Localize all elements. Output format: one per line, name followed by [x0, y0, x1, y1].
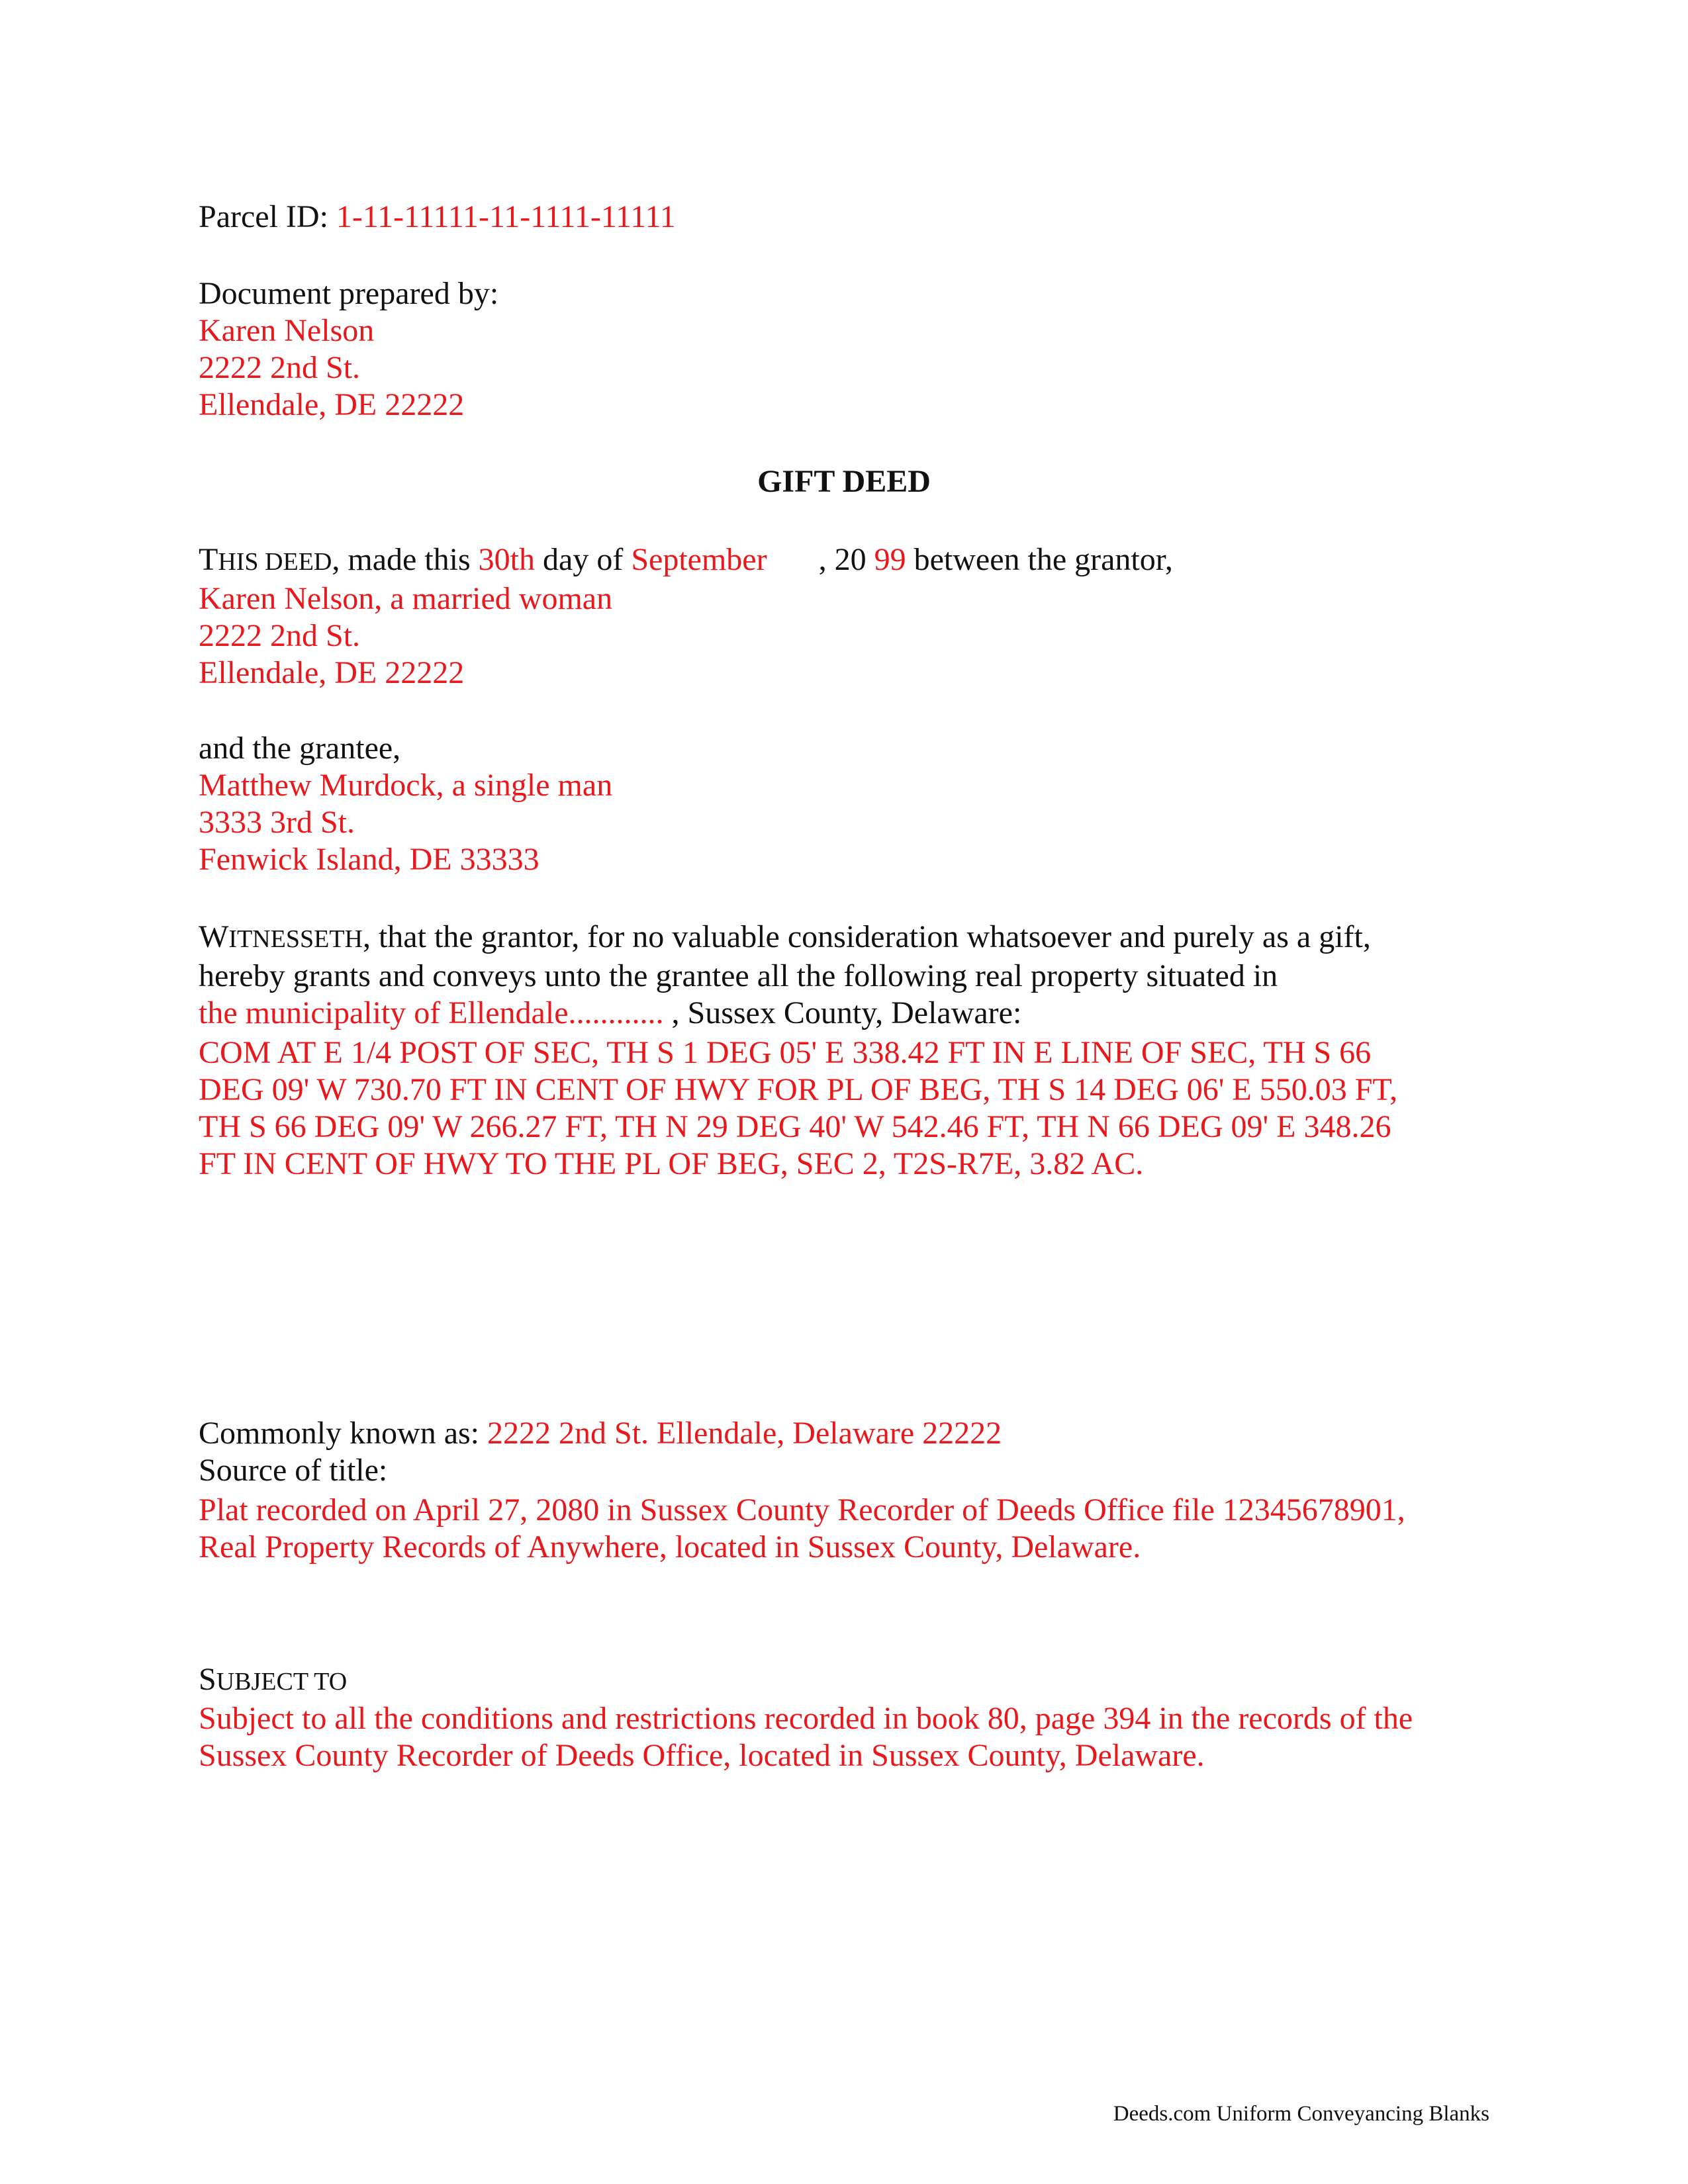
legal-line-3: TH S 66 DEG 09' W 266.27 FT, TH N 29 DEG 40' W 542.46 FT, TH N 66 DEG 09' E 348.26 — [199, 1109, 1391, 1144]
between-grantor-text: between the grantor, — [914, 542, 1173, 577]
year-prefix: , 20 — [818, 542, 867, 577]
commonly-known-value: 2222 2nd St. Ellendale, Delaware 22222 — [487, 1416, 1002, 1451]
grantee-city: Fenwick Island, DE 33333 — [199, 842, 539, 877]
grantee-block — [199, 730, 1483, 878]
witnesseth-line-3 — [199, 995, 1483, 1032]
preparer-street: 2222 2nd St. — [199, 350, 361, 385]
document-title: GIFT DEED — [757, 464, 931, 499]
preparer-name: Karen Nelson — [199, 313, 375, 348]
deed-opening-line — [199, 541, 1483, 580]
source-line-1: Plat recorded on April 27, 2080 in Sussex County Recorder of Deeds Office file 12345678901, — [199, 1492, 1405, 1527]
grantor-name: Karen Nelson, a married woman — [199, 581, 613, 616]
legal-line-4: FT IN CENT OF HWY TO THE PL OF BEG, SEC 2, T2S-R7E, 3.82 AC. — [199, 1146, 1144, 1181]
deed-year-suffix: 99 — [874, 542, 906, 577]
subject-line-1: Subject to all the conditions and restrictions recorded in book 80, page 394 in the records of the — [199, 1701, 1413, 1736]
subject-rest: UBJECT TO — [216, 1668, 348, 1696]
source-line-2: Real Property Records of Anywhere, located in Sussex County, Delaware. — [199, 1529, 1141, 1565]
legal-description — [199, 1034, 1483, 1183]
parcel-id-value: 1-11-11111-11-1111-11111 — [336, 199, 676, 234]
parcel-id-label: Parcel ID: — [199, 199, 328, 234]
prepared-by-label: Document prepared by: — [199, 276, 499, 311]
made-this-text: , made this — [332, 542, 471, 577]
county-state: , Sussex County, Delaware: — [671, 995, 1022, 1030]
known-as-block — [199, 1415, 1483, 1566]
subject-to-heading — [199, 1661, 1483, 1700]
commonly-known-label: Commonly known as: — [199, 1416, 480, 1451]
deed-month: September — [631, 542, 767, 577]
prepared-by-block — [199, 275, 1483, 424]
witnesseth-w: W — [199, 919, 229, 954]
commonly-known-line — [199, 1415, 1483, 1452]
witnesseth-block — [199, 919, 1483, 1183]
subject-to-block — [199, 1661, 1483, 1774]
this-deed-rest: HIS DEED — [218, 548, 332, 576]
grantor-street: 2222 2nd St. — [199, 618, 361, 653]
witnesseth-line-2: hereby grants and conveys unto the grantee all the following real property situated in — [199, 958, 1278, 993]
day-of-text: day of — [543, 542, 624, 577]
grantor-block — [199, 541, 1483, 692]
legal-line-1: COM AT E 1/4 POST OF SEC, TH S 1 DEG 05' E 338.42 FT IN E LINE OF SEC, TH S 66 — [199, 1035, 1372, 1070]
preparer-city: Ellendale, DE 22222 — [199, 387, 465, 422]
witnesseth-rest: ITNESSETH — [228, 925, 363, 953]
source-of-title-label: Source of title: — [199, 1453, 388, 1488]
grantee-label: and the grantee, — [199, 731, 401, 766]
parcel-id-line — [199, 199, 1483, 236]
deed-day: 30th — [478, 542, 536, 577]
footer-brand: Deeds.com Uniform Conveyancing Blanks — [1113, 2102, 1489, 2126]
grantee-street: 3333 3rd St. — [199, 805, 355, 840]
source-of-title-text — [199, 1492, 1483, 1566]
municipality: the municipality of Ellendale............ — [199, 995, 664, 1030]
witnesseth-line-1 — [199, 919, 1483, 958]
legal-line-2: DEG 09' W 730.70 FT IN CENT OF HWY FOR PL OF BEG, TH S 14 DEG 06' E 550.03 FT, — [199, 1072, 1398, 1107]
subject-s: S — [199, 1662, 216, 1697]
subject-line-2: Sussex County Recorder of Deeds Office, located in Sussex County, Delaware. — [199, 1738, 1205, 1773]
grantor-city: Ellendale, DE 22222 — [199, 655, 465, 690]
witnesseth-text-1: , that the grantor, for no valuable consideration whatsoever and purely as a gift, — [362, 919, 1371, 954]
grantee-name: Matthew Murdock, a single man — [199, 768, 613, 803]
this-deed-t: T — [199, 542, 218, 577]
